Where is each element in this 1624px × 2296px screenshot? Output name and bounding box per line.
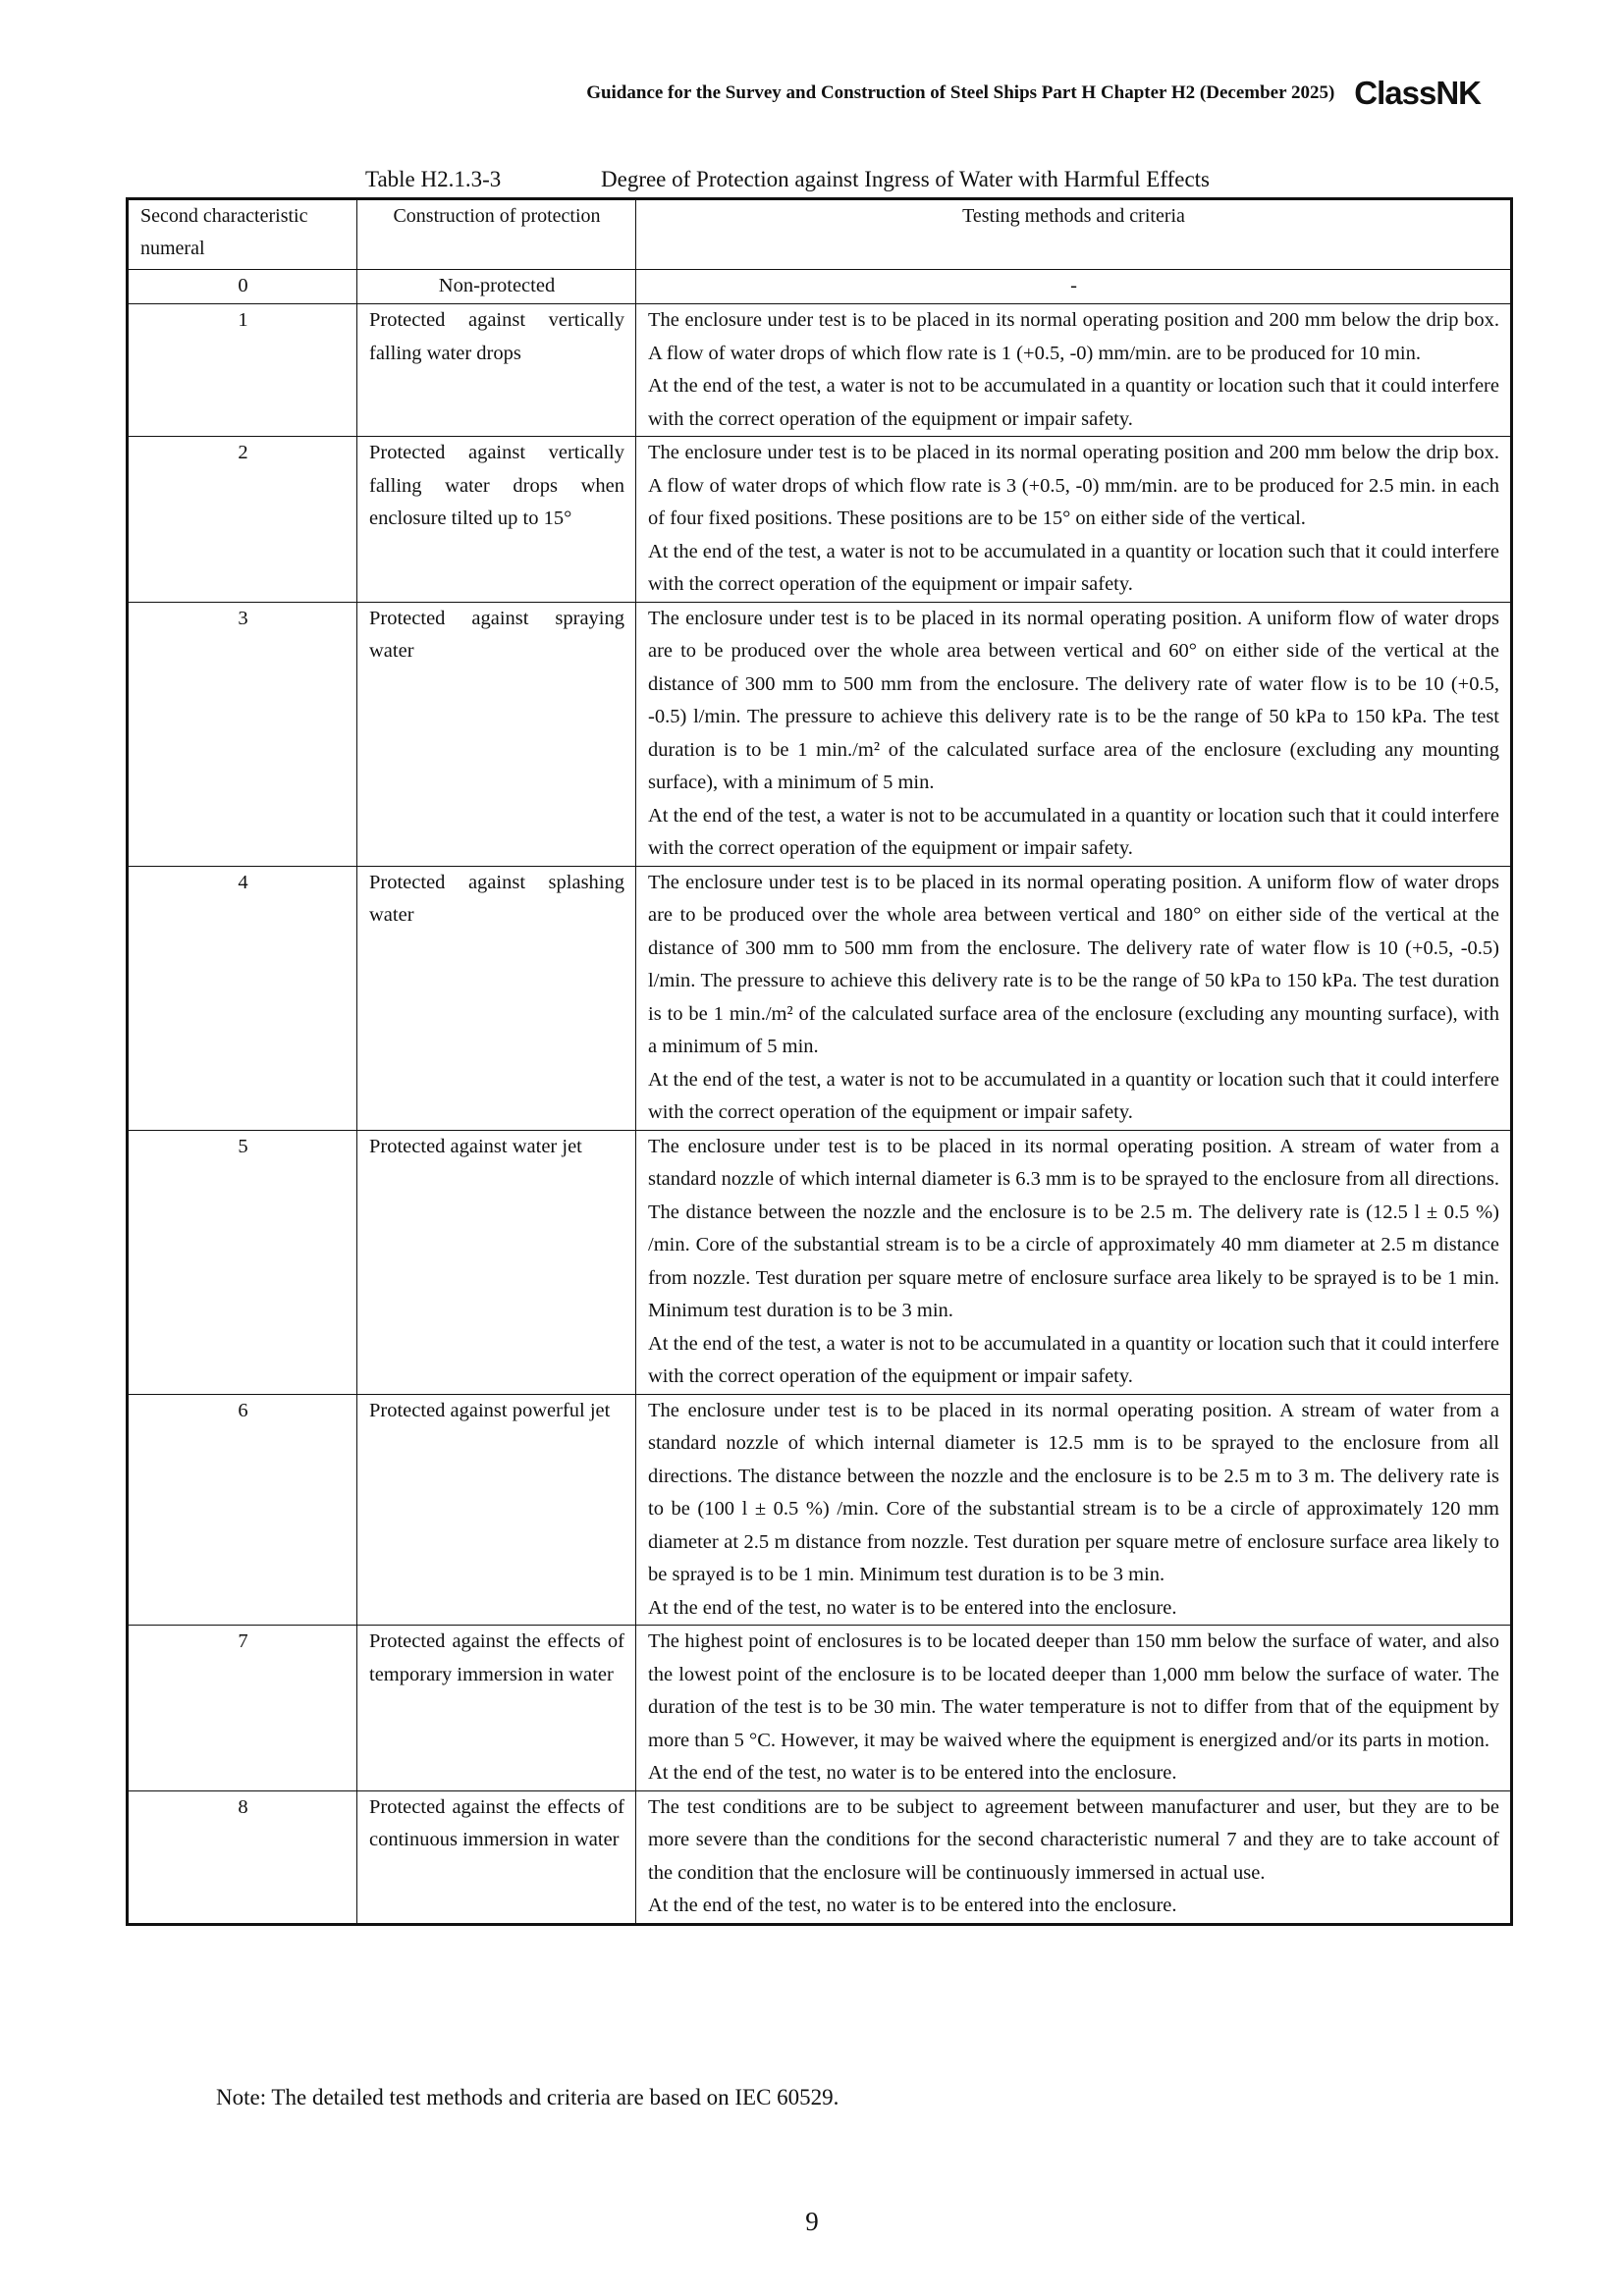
table-row xyxy=(128,602,1512,866)
protection-cell: Protected against vertically falling water drops xyxy=(357,304,636,437)
testing-cell xyxy=(636,1626,1512,1791)
numeral-cell: 7 xyxy=(128,1626,357,1791)
table-row xyxy=(128,1394,1512,1626)
column-header-construction: Construction of protection xyxy=(357,199,636,270)
table-title: Degree of Protection against Ingress of Water with Harmful Effects xyxy=(601,167,1211,191)
table-row xyxy=(128,437,1512,603)
protection-cell: Protected against the effects of continuous immersion in water xyxy=(357,1790,636,1924)
testing-method: The highest point of enclosures is to be located deeper than 150 mm below the surface of water, and also the lowest point of the enclosure is to be located deeper than 1,000 mm below the surface of water. The duration of the test is to be 30 min. The water temperature is not to differ from that of the equipment by more than 5 °C. However, it may be waived where the equipment is energized and/or its parts in motion. xyxy=(648,1630,1499,1751)
testing-criterion: At the end of the test, no water is to be entered into the enclosure. xyxy=(648,1762,1177,1784)
testing-cell xyxy=(636,437,1512,603)
column-header-testing: Testing methods and criteria xyxy=(636,199,1512,270)
protection-cell: Protected against powerful jet xyxy=(357,1394,636,1626)
table-row xyxy=(128,270,1512,304)
testing-criterion: At the end of the test, a water is not to be accumulated in a quantity or location such that it could interfere with the correct operation of the equipment or impair safety. xyxy=(648,804,1499,859)
testing-method: The enclosure under test is to be placed in its normal operating position. A uniform flow of water drops are to be produced over the whole area between vertical and 180° on either side of the vertical at the distance of 300 mm to 500 mm from the enclosure. The delivery rate of water flow is 10 (+0.5, -0.5) l/min. The pressure to achieve this delivery rate is to be the range of 50 kPa to 150 kPa. The test duration is to be 1 min./m² of the calculated surface area of the enclosure (excluding any mounting surface), with a minimum of 5 min. xyxy=(648,871,1499,1057)
numeral-cell: 3 xyxy=(128,602,357,866)
testing-criterion: At the end of the test, a water is not to be accumulated in a quantity or location such that it could interfere with the correct operation of the equipment or impair safety. xyxy=(648,1332,1499,1387)
protection-cell: Protected against the effects of temporary immersion in water xyxy=(357,1626,636,1791)
testing-cell xyxy=(636,602,1512,866)
protection-cell: Protected against splashing water xyxy=(357,866,636,1130)
testing-criterion: At the end of the test, a water is not to be accumulated in a quantity or location such that it could interfere with the correct operation of the equipment or impair safety. xyxy=(648,540,1499,595)
testing-method: The enclosure under test is to be placed in its normal operating position and 200 mm below the drip box. A flow of water drops of which flow rate is 3 (+0.5, -0) mm/min. are to be produced for 2.5 min. in each of four fixed positions. These positions are to be 15° on either side of the vertical. xyxy=(648,442,1499,529)
testing-criterion: At the end of the test, a water is not to be accumulated in a quantity or location such that it could interfere with the correct operation of the equipment or impair safety. xyxy=(648,375,1499,430)
numeral-cell: 5 xyxy=(128,1130,357,1394)
table-row xyxy=(128,1130,1512,1394)
testing-criterion: At the end of the test, no water is to be entered into the enclosure. xyxy=(648,1895,1177,1916)
protection-cell: Non-protected xyxy=(357,270,636,304)
testing-method: The enclosure under test is to be placed in its normal operating position. A uniform flow of water drops are to be produced over the whole area between vertical and 60° on either side of the vertical at the distance of 300 mm to 500 mm from the enclosure. The delivery rate of water flow is to be 10 (+0.5, -0.5) l/min. The pressure to achieve this delivery rate is to be the range of 50 kPa to 150 kPa. The test duration is to be 1 min./m² of the calculated surface area of the enclosure (excluding any mounting surface), with a minimum of 5 min. xyxy=(648,607,1499,793)
protection-cell: Protected against vertically falling water drops when enclosure tilted up to 15° xyxy=(357,437,636,603)
table-row xyxy=(128,1790,1512,1924)
page-header xyxy=(586,75,1481,112)
numeral-cell: 4 xyxy=(128,866,357,1130)
numeral-cell: 8 xyxy=(128,1790,357,1924)
numeral-cell: 1 xyxy=(128,304,357,437)
table-number: Table H2.1.3-3 xyxy=(365,167,502,191)
header-title: Guidance for the Survey and Construction of Steel Ships Part H Chapter H2 (December 2025) xyxy=(586,82,1335,103)
protection-table xyxy=(126,197,1513,1926)
table-caption xyxy=(365,167,1210,192)
numeral-cell: 6 xyxy=(128,1394,357,1626)
testing-cell xyxy=(636,1790,1512,1924)
testing-cell xyxy=(636,866,1512,1130)
classnk-logo: ClassNK xyxy=(1354,75,1481,111)
testing-method: The enclosure under test is to be placed in its normal operating position and 200 mm below the drip box. A flow of water drops of which flow rate is 1 (+0.5, -0) mm/min. are to be produced for 10 min. xyxy=(648,309,1499,364)
testing-method: The enclosure under test is to be placed in its normal operating position. A stream of water from a standard nozzle of which internal diameter is 6.3 mm is to be sprayed to the enclosure from all directions. The distance between the nozzle and the enclosure is to be 2.5 m. The delivery rate is (12.5 l ± 0.5 %) /min. Core of the substantial stream is to be a circle of approximately 40 mm diameter at 2.5 m distance from nozzle. Test duration per square metre of enclosure surface area likely to be sprayed is to be 1 min. Minimum test duration is to be 3 min. xyxy=(648,1135,1499,1321)
table-note: Note: The detailed test methods and criteria are based on IEC 60529. xyxy=(216,2085,839,2109)
testing-cell xyxy=(636,1130,1512,1394)
column-header-numeral: Second characteristic numeral xyxy=(128,199,357,270)
page-number: 9 xyxy=(805,2207,819,2236)
protection-cell: Protected against water jet xyxy=(357,1130,636,1394)
numeral-cell: 2 xyxy=(128,437,357,603)
table-row xyxy=(128,304,1512,437)
testing-method: The test conditions are to be subject to agreement between manufacturer and user, but they are to be more severe than the conditions for the second characteristic numeral 7 and they are to take account of the condition that the enclosure will be continuously immersed in actual use. xyxy=(648,1795,1499,1884)
testing-cell xyxy=(636,1394,1512,1626)
testing-criterion: At the end of the test, a water is not to be accumulated in a quantity or location such that it could interfere with the correct operation of the equipment or impair safety. xyxy=(648,1068,1499,1123)
table-header-row xyxy=(128,199,1512,270)
testing-cell xyxy=(636,304,1512,437)
testing-criterion: At the end of the test, no water is to be entered into the enclosure. xyxy=(648,1596,1177,1619)
table-row xyxy=(128,1626,1512,1791)
protection-cell: Protected against spraying water xyxy=(357,602,636,866)
numeral-cell: 0 xyxy=(128,270,357,304)
testing-method: The enclosure under test is to be placed in its normal operating position. A stream of water from a standard nozzle of which internal diameter is 12.5 mm is to be sprayed to the enclosure from all directions. The distance between the nozzle and the enclosure is to be 2.5 m to 3 m. The delivery rate is to be (100 l ± 0.5 %) /min. Core of the substantial stream is to be a circle of approximately 120 mm diameter at 2.5 m distance from nozzle. Test duration per square metre of enclosure surface area likely to be sprayed is to be 1 min. Minimum test duration is to be 3 min. xyxy=(648,1399,1499,1585)
testing-cell: - xyxy=(636,270,1512,304)
table-row xyxy=(128,866,1512,1130)
